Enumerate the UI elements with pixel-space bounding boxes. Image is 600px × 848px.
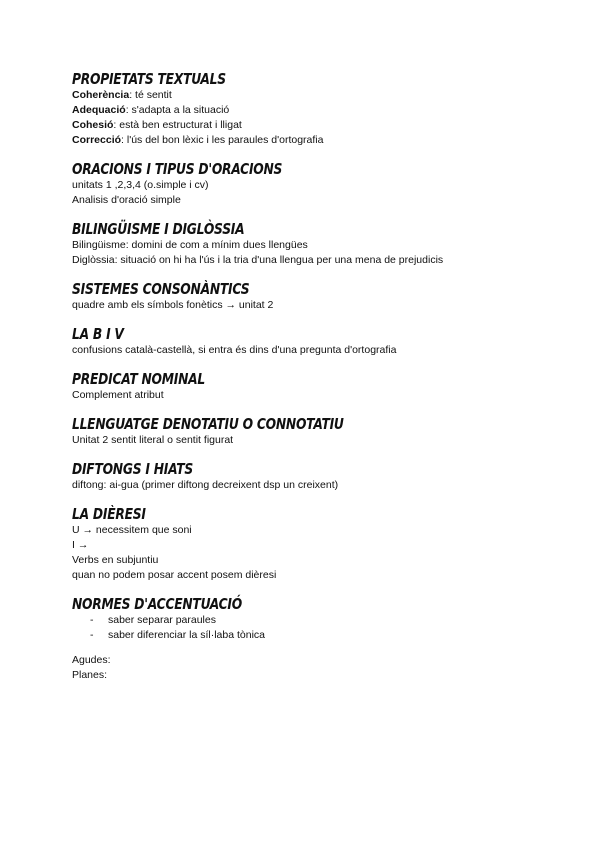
section-title: LA B I V — [72, 325, 124, 343]
dash-bullet: - — [90, 614, 94, 626]
text-line: Diglòssia: situació on hi ha l'ús i la tria d'una llengua per una mena de prejudicis — [72, 254, 444, 266]
text-line: Adequació: s'adapta a la situació — [72, 104, 230, 116]
text-line: Verbs en subjuntiu — [72, 554, 159, 566]
section-la-dieresi — [72, 505, 542, 583]
list-item: - saber separar paraules — [90, 614, 216, 626]
text-line: Correcció: l'ús del bon lèxic i les paraules d'ortografia — [72, 134, 324, 146]
section-sistemes-consonantics — [72, 280, 542, 313]
text-line: Coherència: té sentit — [72, 89, 172, 101]
term: Cohesió — [72, 119, 114, 131]
section-diftongs — [72, 460, 542, 493]
section-predicat-nominal — [72, 370, 542, 403]
term: Correcció — [72, 134, 122, 146]
section-title: LA DIÈRESI — [72, 505, 146, 523]
section-title: NORMES D'ACCENTUACIÓ — [72, 595, 242, 613]
bullet-list — [72, 613, 542, 643]
section-llenguatge — [72, 415, 542, 448]
text-line: Analisis d'oració simple — [72, 194, 181, 206]
text-line: Complement atribut — [72, 389, 164, 401]
section-normes-accentuacio — [72, 595, 542, 683]
text-line: Bilingüisme: domini de com a mínim dues llengües — [72, 239, 308, 251]
text-line: Agudes: — [72, 654, 111, 666]
section-title: BILINGÜISME I DIGLÒSSIA — [72, 220, 245, 238]
text-line: diftong: ai-gua (primer diftong decreixent dsp un creixent) — [72, 479, 339, 491]
section-title: SISTEMES CONSONÀNTICS — [72, 280, 250, 298]
section-title: ORACIONS I TIPUS D'ORACIONS — [72, 160, 283, 178]
section-title: PREDICAT NOMINAL — [72, 370, 206, 388]
term: Adequació — [72, 104, 126, 116]
section-bilinguisme — [72, 220, 542, 268]
section-title: DIFTONGS I HIATS — [72, 460, 193, 478]
section-oracions — [72, 160, 542, 208]
section-title: PROPIETATS TEXTUALS — [72, 70, 226, 88]
section-propietats-textuals — [72, 70, 542, 148]
text-line: quadre amb els símbols fonètics → unitat 2 — [72, 299, 274, 311]
text-line: Planes: — [72, 669, 108, 681]
section-title: LLENGUATGE DENOTATIU O CONNOTATIU — [72, 415, 344, 433]
document-page — [72, 70, 542, 683]
dash-bullet: - — [90, 629, 94, 641]
text-line: U → necessitem que soni — [72, 524, 192, 536]
list-item: - saber diferenciar la síl·laba tònica — [90, 629, 265, 641]
text-line: quan no podem posar accent posem dièresi — [72, 569, 277, 581]
text-line: unitats 1 ,2,3,4 (o.simple i cv) — [72, 179, 209, 191]
term: Coherència — [72, 89, 130, 101]
section-la-b-i-v — [72, 325, 542, 358]
text-line: Unitat 2 sentit literal o sentit figurat — [72, 434, 234, 446]
text-line: Cohesió: està ben estructurat i lligat — [72, 119, 242, 131]
text-line: I → — [72, 539, 89, 551]
text-line: confusions català-castellà, si entra és dins d'una pregunta d'ortografia — [72, 344, 397, 356]
